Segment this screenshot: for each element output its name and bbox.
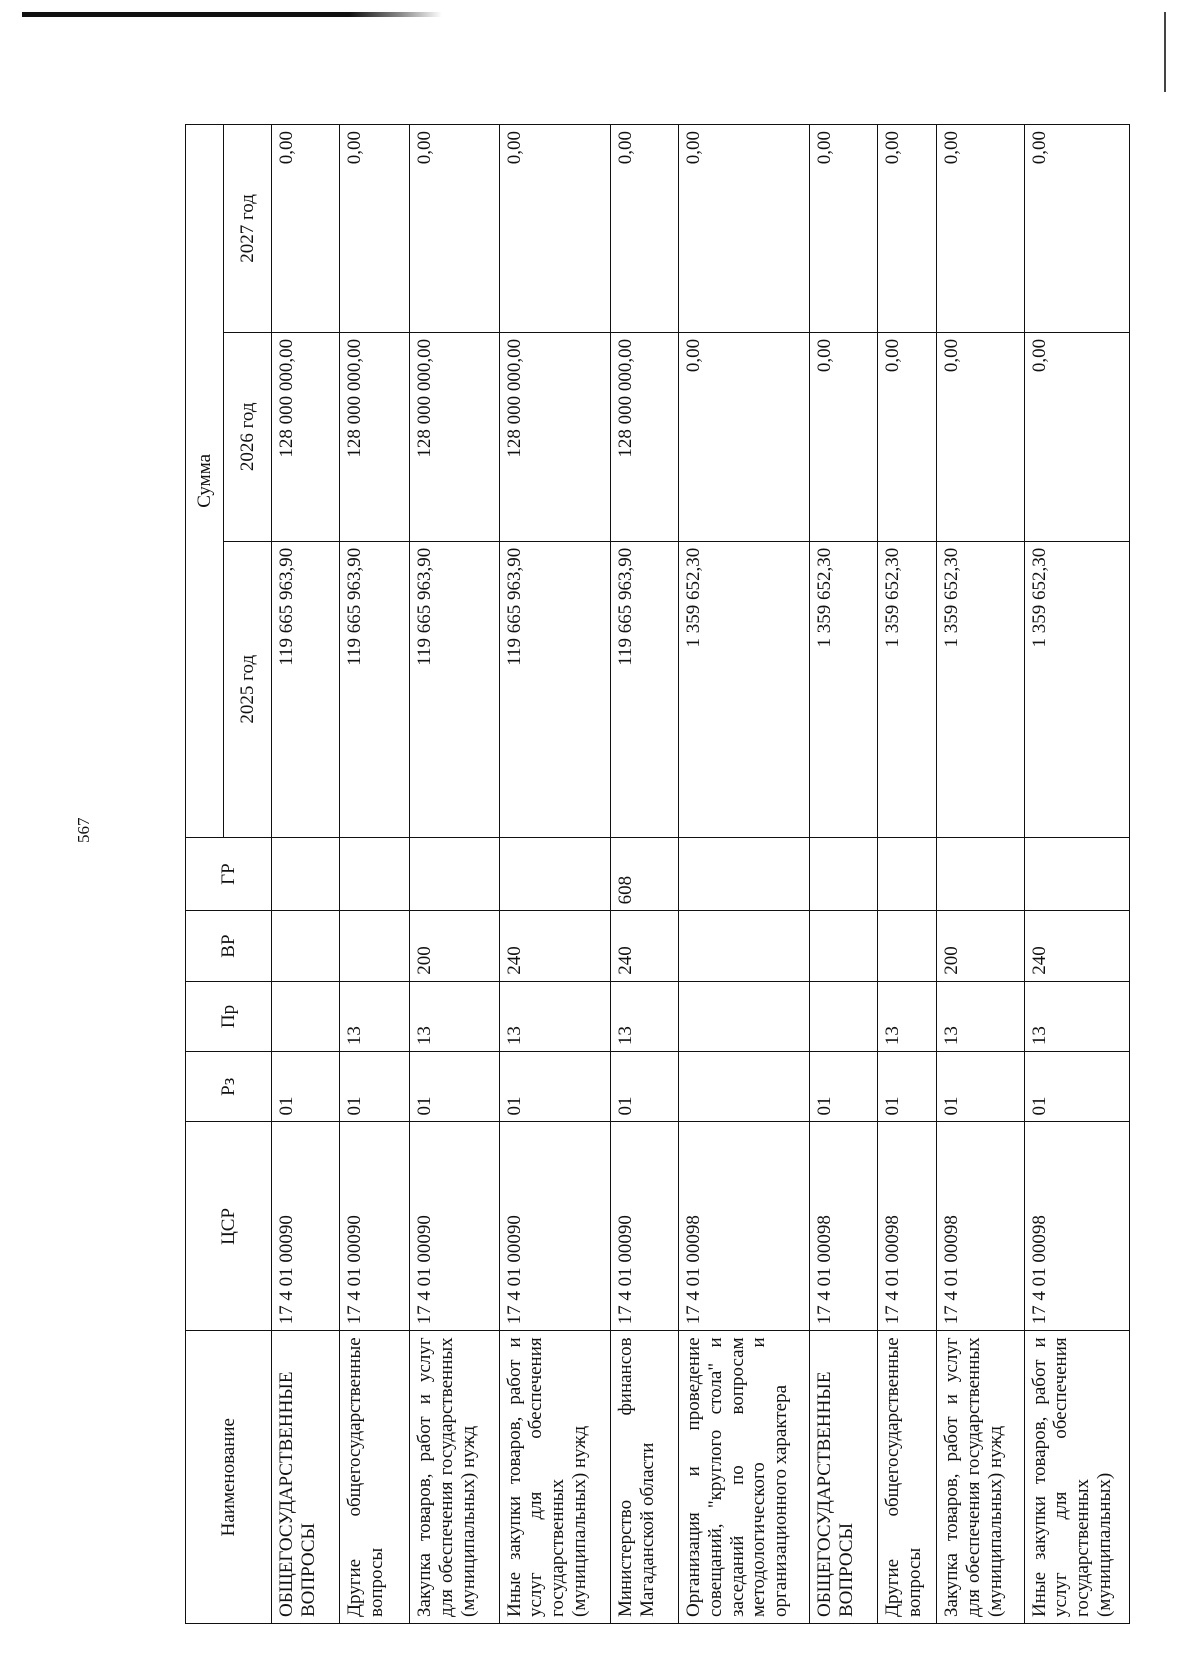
cell-rz: 01 bbox=[611, 1052, 679, 1122]
cell-y2026: 128 000 000,00 bbox=[409, 332, 499, 541]
cell-pr: 13 bbox=[611, 981, 679, 1051]
table-row bbox=[1024, 125, 1130, 1624]
header-gr: ГР bbox=[186, 837, 272, 911]
cell-rz: 01 bbox=[877, 1052, 936, 1122]
scan-edge-line bbox=[1164, 12, 1166, 92]
cell-rz: 01 bbox=[810, 1052, 878, 1122]
cell-rz: 01 bbox=[272, 1052, 340, 1122]
cell-vr: 240 bbox=[1024, 911, 1130, 981]
cell-gr bbox=[1024, 837, 1130, 911]
cell-gr bbox=[678, 837, 809, 911]
rotated-table-wrapper bbox=[185, 124, 1130, 1624]
cell-name: Другие общегосударственные вопросы bbox=[877, 1331, 936, 1624]
cell-y2025: 1 359 652,30 bbox=[678, 541, 809, 837]
cell-y2025: 119 665 963,90 bbox=[409, 541, 499, 837]
table-row bbox=[810, 125, 878, 1624]
cell-vr: 200 bbox=[937, 911, 1025, 981]
cell-y2027: 0,00 bbox=[1024, 125, 1130, 333]
cell-pr: 13 bbox=[877, 981, 936, 1051]
cell-name: Закупка товаров, работ и услуг для обеспечения государственных (муниципальных) нужд bbox=[409, 1331, 499, 1624]
cell-y2027: 0,00 bbox=[810, 125, 878, 333]
cell-rz: 01 bbox=[937, 1052, 1025, 1122]
cell-pr: 13 bbox=[1024, 981, 1130, 1051]
cell-rz: 01 bbox=[499, 1052, 611, 1122]
cell-csr: 17 4 01 00090 bbox=[499, 1122, 611, 1331]
cell-y2026: 128 000 000,00 bbox=[272, 332, 340, 541]
cell-name: Закупка товаров, работ и услуг для обеспечения государственных (муниципальных) нужд bbox=[937, 1331, 1025, 1624]
table-row bbox=[937, 125, 1025, 1624]
cell-y2026: 128 000 000,00 bbox=[611, 332, 679, 541]
cell-name: Другие общегосударственные вопросы bbox=[339, 1331, 409, 1624]
cell-gr bbox=[937, 837, 1025, 911]
cell-gr bbox=[499, 837, 611, 911]
cell-name: Иные закупки товаров, работ и услуг для обеспечения государственных (муниципальных) нужд bbox=[499, 1331, 611, 1624]
cell-pr bbox=[272, 981, 340, 1051]
cell-csr: 17 4 01 00090 bbox=[339, 1122, 409, 1331]
cell-name: Министерство финансов Магаданской области bbox=[611, 1331, 679, 1624]
cell-name: ОБЩЕГОСУДАРСТВЕННЫЕ ВОПРОСЫ bbox=[272, 1331, 340, 1624]
cell-gr: 608 bbox=[611, 837, 679, 911]
cell-gr bbox=[409, 837, 499, 911]
cell-csr: 17 4 01 00098 bbox=[810, 1122, 878, 1331]
cell-name: Организация и проведение совещаний, "круглого стола" и заседаний по вопросам методологического и организационного характера bbox=[678, 1331, 809, 1624]
cell-pr: 13 bbox=[937, 981, 1025, 1051]
cell-y2026: 0,00 bbox=[810, 332, 878, 541]
header-2026: 2026 год bbox=[224, 332, 272, 541]
budget-table bbox=[185, 124, 1130, 1624]
header-rz: Рз bbox=[186, 1052, 272, 1122]
header-pr: Пр bbox=[186, 981, 272, 1051]
cell-vr: 240 bbox=[499, 911, 611, 981]
header-2025: 2025 год bbox=[224, 541, 272, 837]
cell-rz: 01 bbox=[339, 1052, 409, 1122]
cell-y2027: 0,00 bbox=[611, 125, 679, 333]
cell-vr bbox=[272, 911, 340, 981]
cell-y2026: 0,00 bbox=[877, 332, 936, 541]
cell-vr bbox=[678, 911, 809, 981]
table-row bbox=[499, 125, 611, 1624]
scan-edge-bar bbox=[22, 12, 442, 17]
cell-vr bbox=[877, 911, 936, 981]
table-body bbox=[272, 125, 1130, 1624]
cell-vr: 200 bbox=[409, 911, 499, 981]
cell-y2026: 128 000 000,00 bbox=[499, 332, 611, 541]
cell-y2027: 0,00 bbox=[877, 125, 936, 333]
cell-gr bbox=[272, 837, 340, 911]
header-vr: ВР bbox=[186, 911, 272, 981]
cell-y2026: 128 000 000,00 bbox=[339, 332, 409, 541]
cell-pr: 13 bbox=[499, 981, 611, 1051]
table-row bbox=[409, 125, 499, 1624]
header-sum: Сумма bbox=[186, 125, 224, 838]
cell-gr bbox=[339, 837, 409, 911]
header-csr: ЦСР bbox=[186, 1122, 272, 1331]
cell-rz: 01 bbox=[1024, 1052, 1130, 1122]
cell-y2025: 119 665 963,90 bbox=[611, 541, 679, 837]
cell-name: ОБЩЕГОСУДАРСТВЕННЫЕ ВОПРОСЫ bbox=[810, 1331, 878, 1624]
cell-y2025: 119 665 963,90 bbox=[339, 541, 409, 837]
cell-y2025: 119 665 963,90 bbox=[272, 541, 340, 837]
cell-vr: 240 bbox=[611, 911, 679, 981]
cell-y2027: 0,00 bbox=[409, 125, 499, 333]
cell-y2027: 0,00 bbox=[272, 125, 340, 333]
cell-y2027: 0,00 bbox=[678, 125, 809, 333]
cell-pr: 13 bbox=[339, 981, 409, 1051]
cell-y2025: 119 665 963,90 bbox=[499, 541, 611, 837]
cell-y2025: 1 359 652,30 bbox=[937, 541, 1025, 837]
cell-csr: 17 4 01 00090 bbox=[409, 1122, 499, 1331]
table-row bbox=[272, 125, 340, 1624]
cell-rz: 01 bbox=[409, 1052, 499, 1122]
cell-csr: 17 4 01 00098 bbox=[877, 1122, 936, 1331]
page-number: 567 bbox=[74, 817, 93, 843]
cell-csr: 17 4 01 00090 bbox=[272, 1122, 340, 1331]
cell-y2026: 0,00 bbox=[937, 332, 1025, 541]
cell-pr bbox=[678, 981, 809, 1051]
cell-y2025: 1 359 652,30 bbox=[810, 541, 878, 837]
cell-vr bbox=[339, 911, 409, 981]
cell-y2027: 0,00 bbox=[339, 125, 409, 333]
table-row bbox=[339, 125, 409, 1624]
cell-pr bbox=[810, 981, 878, 1051]
table-row bbox=[877, 125, 936, 1624]
header-2027: 2027 год bbox=[224, 125, 272, 333]
header-name: Наименование bbox=[186, 1331, 272, 1624]
table-row bbox=[611, 125, 679, 1624]
cell-csr: 17 4 01 00098 bbox=[678, 1122, 809, 1331]
cell-y2026: 0,00 bbox=[1024, 332, 1130, 541]
cell-y2025: 1 359 652,30 bbox=[1024, 541, 1130, 837]
cell-pr: 13 bbox=[409, 981, 499, 1051]
cell-gr bbox=[877, 837, 936, 911]
cell-name: Иные закупки товаров, работ и услуг для обеспечения государственных (муниципальных) bbox=[1024, 1331, 1130, 1624]
cell-y2025: 1 359 652,30 bbox=[877, 541, 936, 837]
cell-csr: 17 4 01 00098 bbox=[1024, 1122, 1130, 1331]
cell-rz bbox=[678, 1052, 809, 1122]
table-row bbox=[678, 125, 809, 1624]
cell-y2027: 0,00 bbox=[499, 125, 611, 333]
cell-csr: 17 4 01 00090 bbox=[611, 1122, 679, 1331]
cell-gr bbox=[810, 837, 878, 911]
cell-y2026: 0,00 bbox=[678, 332, 809, 541]
cell-y2027: 0,00 bbox=[937, 125, 1025, 333]
cell-csr: 17 4 01 00098 bbox=[937, 1122, 1025, 1331]
cell-vr bbox=[810, 911, 878, 981]
